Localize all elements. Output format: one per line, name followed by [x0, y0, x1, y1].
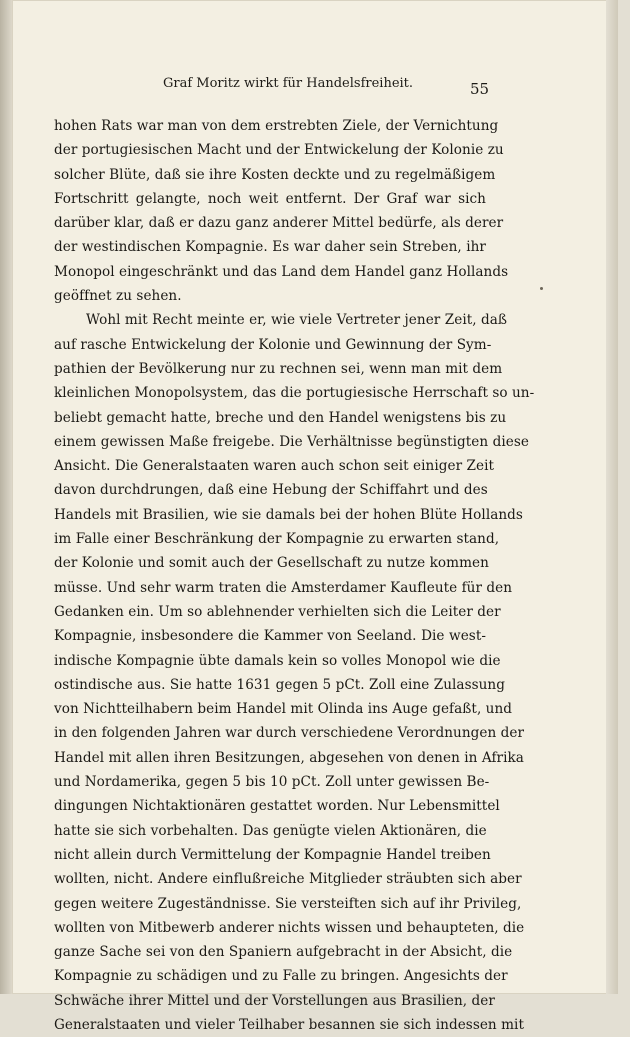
- text-line: wollten von Mitbewerb anderer nichts wissen und behaupteten, die: [54, 919, 525, 936]
- text-line: in den folgenden Jahren war durch verschiedene Verordnungen der: [54, 725, 525, 742]
- text-line: geöffnet zu sehen.: [54, 288, 182, 305]
- text-line: auf rasche Entwickelung der Kolonie und Gewinnung der Sym-: [54, 336, 492, 353]
- running-header: Graf Moritz wirkt für Handelsfreiheit.: [163, 76, 414, 91]
- text-line: dingungen Nichtaktionären gestattet worden. Nur Lebensmittel: [54, 798, 500, 815]
- text-line: davon durchdrungen, daß eine Hebung der Schiffahrt und des: [54, 482, 488, 499]
- text-line: müsse. Und sehr warm traten die Amsterdamer Kaufleute für den: [54, 579, 513, 596]
- text-line: gegen weitere Zugeständnisse. Sie versteiften sich auf ihr Privileg,: [54, 895, 522, 912]
- text-line: beliebt gemacht hatte, breche und den Handel wenigstens bis zu: [54, 409, 507, 426]
- text-line: der westindischen Kompagnie. Es war daher sein Streben, ihr: [54, 239, 486, 256]
- text-line: Ansicht. Die Generalstaaten waren auch schon seit einiger Zeit: [54, 458, 494, 475]
- text-line: der portugiesischen Macht und der Entwickelung der Kolonie zu: [54, 142, 504, 159]
- text-line: und Nordamerika, gegen 5 bis 10 pCt. Zoll unter gewissen Be-: [54, 774, 490, 791]
- text-line: der Kolonie und somit auch der Gesellschaft zu nutze kommen: [54, 555, 489, 572]
- page-number: 55: [470, 80, 490, 98]
- text-line: nicht allein durch Vermittelung der Kompagnie Handel treiben: [54, 846, 491, 863]
- text-line: Handels mit Brasilien, wie sie damals bei der hohen Blüte Hollands: [54, 506, 523, 523]
- text-line: pathien der Bevölkerung nur zu rechnen sei, wenn man mit dem: [54, 360, 503, 377]
- text-line: Schwäche ihrer Mittel und der Vorstellungen aus Brasilien, der: [54, 992, 495, 1009]
- text-line: darüber klar, daß er dazu ganz anderer Mittel bedürfe, als derer: [54, 215, 504, 232]
- text-line: Kompagnie zu schädigen und zu Falle zu bringen. Angesichts der: [54, 968, 508, 985]
- text-line: hatte sie sich vorbehalten. Das genügte vielen Aktionären, die: [54, 822, 487, 839]
- text-line: solcher Blüte, daß sie ihre Kosten deckte und zu regelmäßigem: [54, 166, 496, 183]
- text-line: Handel mit allen ihren Besitzungen, abgesehen von denen in Afrika: [54, 749, 524, 766]
- text-line: einem gewissen Maße freigebe. Die Verhältnisse begünstigten diese: [54, 433, 529, 450]
- text-line: Generalstaaten und vieler Teilhaber besannen sie sich indessen mit: [54, 1016, 524, 1033]
- text-line: kleinlichen Monopolsystem, das die portugiesische Herrschaft so un-: [54, 385, 535, 402]
- text-line: im Falle einer Beschränkung der Kompagnie zu erwarten stand,: [54, 531, 500, 548]
- text-line: Monopol eingeschränkt und das Land dem Handel ganz Hollands: [54, 263, 509, 280]
- text-line: von Nichtteilhabern beim Handel mit Olinda ins Auge gefaßt, und: [54, 701, 513, 718]
- text-line: hohen Rats war man von dem erstrebten Ziele, der Vernichtung: [54, 118, 499, 134]
- text-line: ganze Sache sei von den Spaniern aufgebracht in der Absicht, die: [54, 944, 513, 961]
- text-line: Kompagnie, insbesondere die Kammer von Seeland. Die west-: [54, 628, 486, 645]
- text-line: Fortschritt gelangte, noch weit entfernt. Der Graf war sich: [54, 190, 486, 207]
- text-line: Gedanken ein. Um so ablehnender verhielten sich die Leiter der: [54, 603, 501, 620]
- paper-speck: [540, 287, 543, 290]
- binding-shadow: [0, 0, 12, 994]
- page-edge: [606, 0, 618, 994]
- text-line: wollten, nicht. Andere einflußreiche Mitglieder sträubten sich aber: [54, 871, 522, 888]
- text-line: Wohl mit Recht meinte er, wie viele Vertreter jener Zeit, daß: [86, 312, 508, 329]
- text-line: indische Kompagnie übte damals kein so volles Monopol wie die: [54, 652, 501, 669]
- body-text: [54, 114, 535, 1037]
- text-line: ostindische aus. Sie hatte 1631 gegen 5 pCt. Zoll eine Zulassung: [54, 676, 505, 693]
